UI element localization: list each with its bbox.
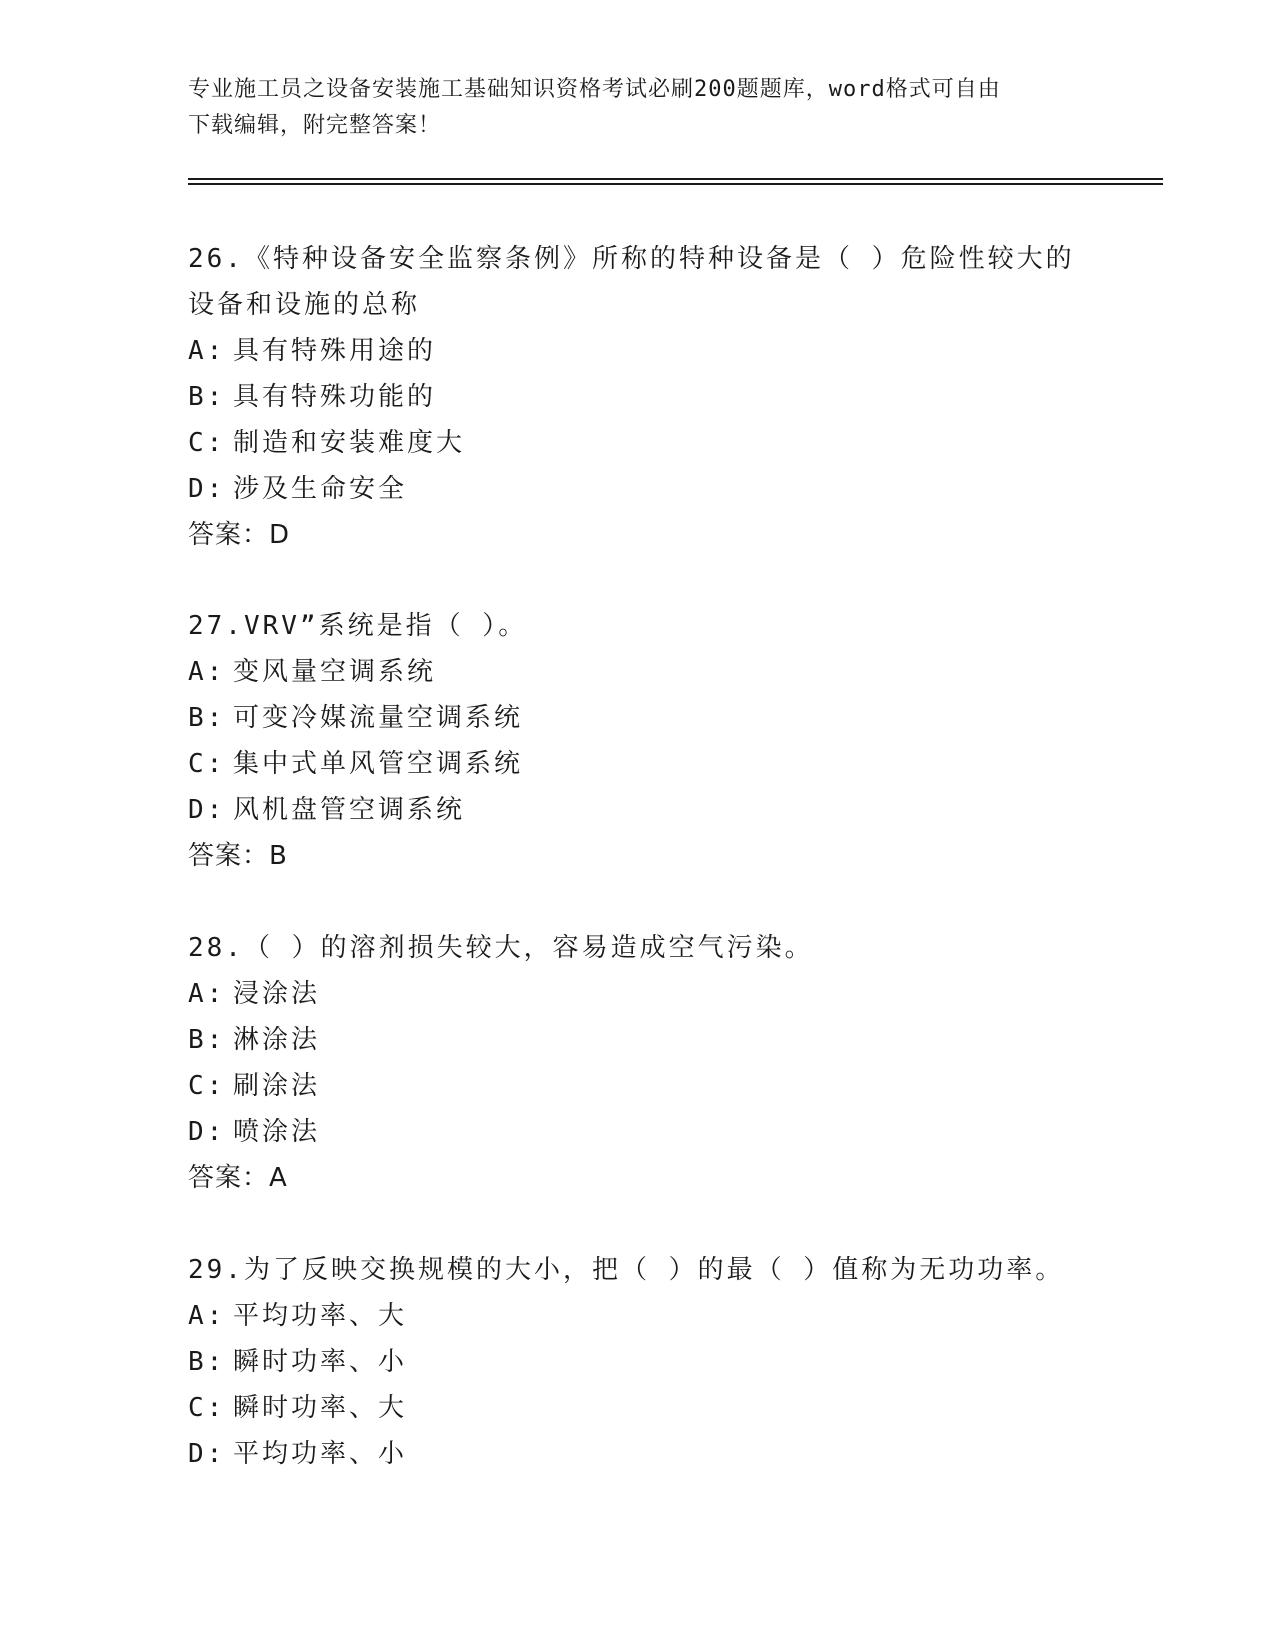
question-stem: 27.VRV”系统是指（ ）。 <box>188 611 528 641</box>
option-d <box>188 1109 1148 1155</box>
option-text: 风机盘管空调系统 <box>233 795 466 825</box>
question-stem: 29.为了反映交换规模的大小，把（ ）的最（ ）值称为无功功率。 <box>188 1255 1065 1285</box>
option-d <box>188 1431 1148 1477</box>
option-letter: D: <box>188 1117 226 1147</box>
question-27 <box>188 603 1148 879</box>
option-d <box>188 787 1148 833</box>
option-letter: A: <box>188 979 226 1009</box>
option-letter: B: <box>188 382 226 412</box>
option-text: 浸涂法 <box>233 979 321 1009</box>
option-letter: A: <box>188 336 226 366</box>
option-b <box>188 1017 1148 1063</box>
answer-line: 答案：D <box>188 520 291 550</box>
option-text: 具有特殊功能的 <box>233 382 437 412</box>
header-divider-bottom <box>188 183 1163 185</box>
option-letter: D: <box>188 795 226 825</box>
option-text: 刷涂法 <box>233 1071 321 1101</box>
option-b <box>188 695 1148 741</box>
option-letter: B: <box>188 1347 226 1377</box>
option-text: 具有特殊用途的 <box>233 336 437 366</box>
option-c <box>188 741 1148 787</box>
option-b <box>188 1339 1148 1385</box>
option-text: 制造和安装难度大 <box>233 428 466 458</box>
option-text: 瞬时功率、大 <box>233 1393 408 1423</box>
option-letter: C: <box>188 749 226 779</box>
option-text: 淋涂法 <box>233 1025 321 1055</box>
option-text: 平均功率、大 <box>233 1301 408 1331</box>
question-26 <box>188 236 1148 558</box>
option-text: 涉及生命安全 <box>233 474 408 504</box>
option-letter: B: <box>188 703 226 733</box>
option-d <box>188 466 1148 512</box>
option-text: 瞬时功率、小 <box>233 1347 408 1377</box>
question-28 <box>188 925 1148 1201</box>
option-c <box>188 1385 1148 1431</box>
option-text: 变风量空调系统 <box>233 657 437 687</box>
option-letter: C: <box>188 428 226 458</box>
option-c <box>188 420 1148 466</box>
question-stem: 26.《特种设备安全监察条例》所称的特种设备是（ ）危险性较大的 <box>188 244 1075 274</box>
option-a <box>188 971 1148 1017</box>
option-letter: C: <box>188 1071 226 1101</box>
question-stem-continued: 设备和设施的总称 <box>188 290 421 320</box>
option-letter: D: <box>188 1439 226 1469</box>
option-letter: C: <box>188 1393 226 1423</box>
answer-line: 答案：B <box>188 841 288 871</box>
header-title-line-1: 专业施工员之设备安装施工基础知识资格考试必刷200题题库，word格式可自由 <box>188 77 1001 102</box>
option-letter: A: <box>188 657 226 687</box>
option-c <box>188 1063 1148 1109</box>
option-letter: D: <box>188 474 226 504</box>
option-b <box>188 374 1148 420</box>
option-a <box>188 649 1148 695</box>
question-29 <box>188 1247 1148 1477</box>
header-divider-top <box>188 178 1163 180</box>
option-a <box>188 328 1148 374</box>
option-letter: B: <box>188 1025 226 1055</box>
option-text: 可变冷媒流量空调系统 <box>233 703 524 733</box>
option-text: 集中式单风管空调系统 <box>233 749 524 779</box>
header-title-line-2: 下载编辑，附完整答案！ <box>188 113 442 138</box>
option-letter: A: <box>188 1301 226 1331</box>
option-text: 平均功率、小 <box>233 1439 408 1469</box>
answer-line: 答案：A <box>188 1163 288 1193</box>
document-header <box>188 72 1088 144</box>
option-text: 喷涂法 <box>233 1117 321 1147</box>
option-a <box>188 1293 1148 1339</box>
question-stem: 28.（ ）的溶剂损失较大，容易造成空气污染。 <box>188 933 814 963</box>
